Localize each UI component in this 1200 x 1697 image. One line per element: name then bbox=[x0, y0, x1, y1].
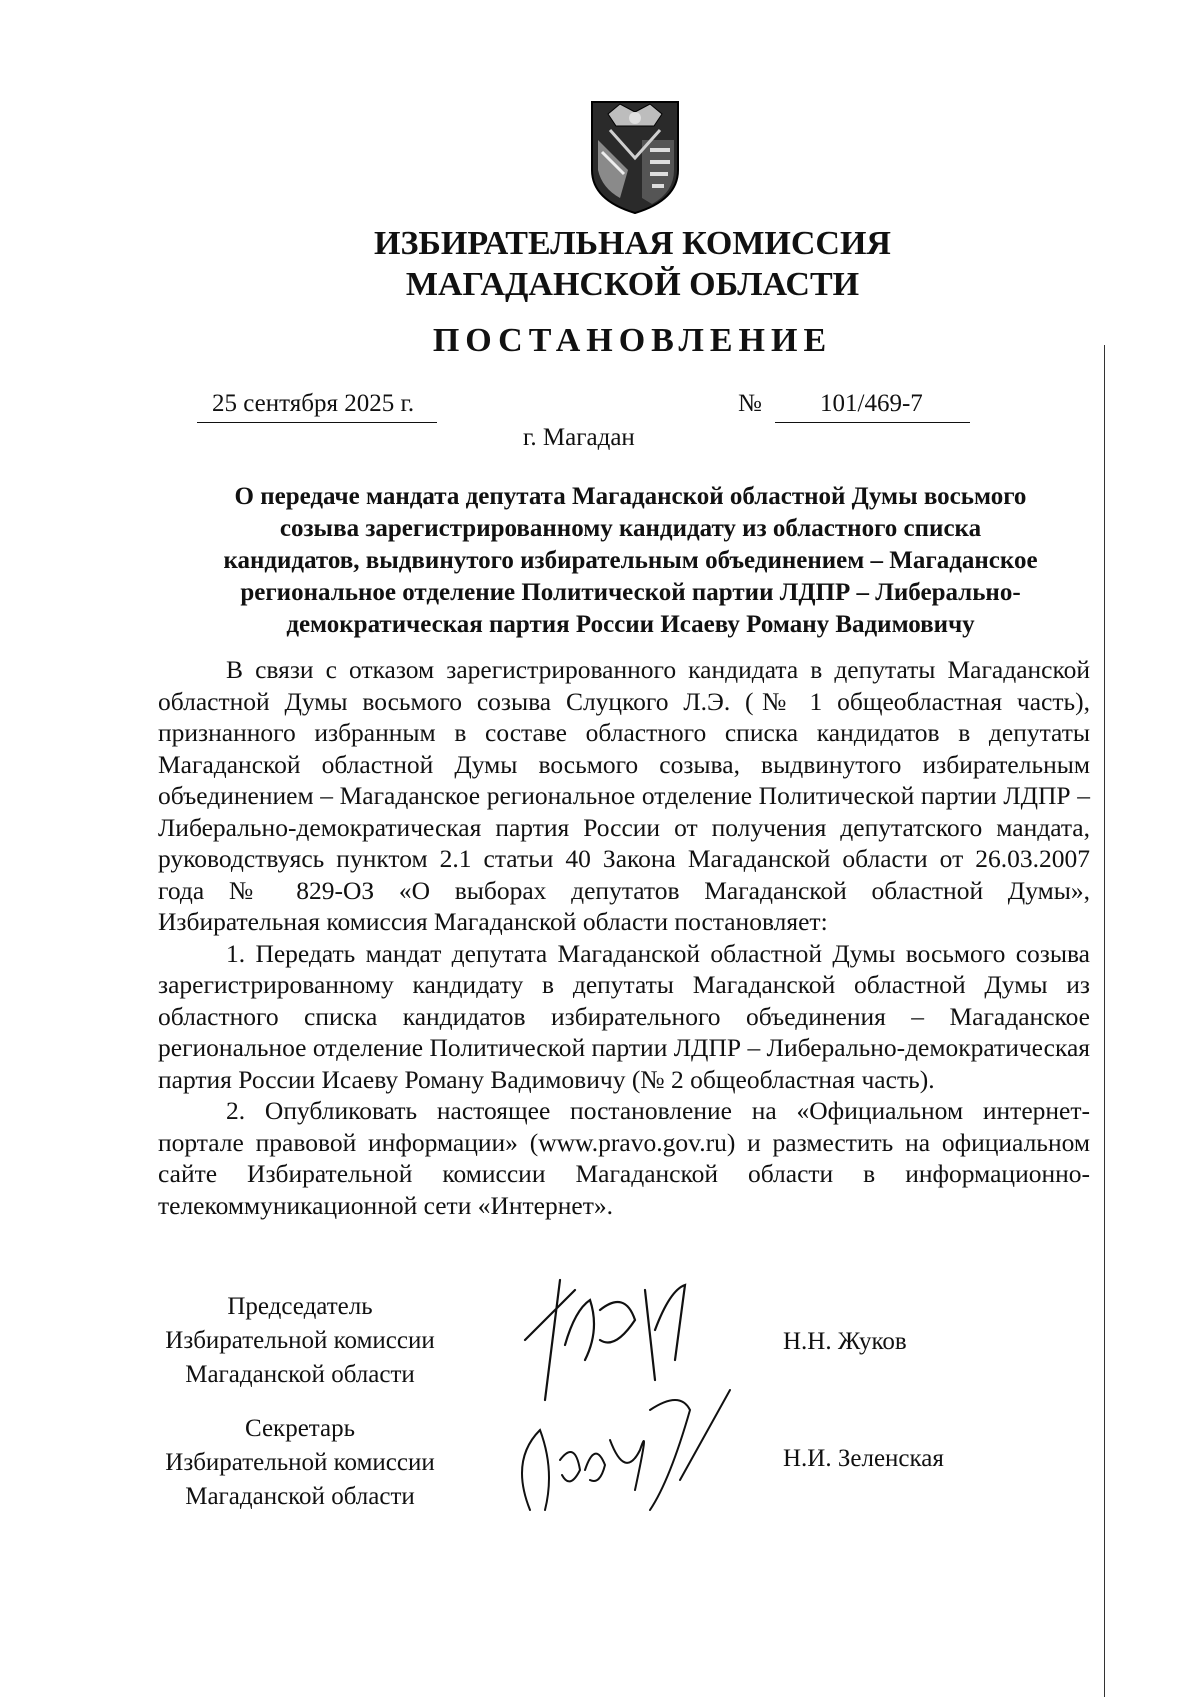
position-line: Избирательной комиссии bbox=[165, 1449, 435, 1476]
document-title bbox=[178, 481, 1083, 641]
magadan-region-coat-of-arms-icon bbox=[590, 100, 680, 215]
org-name-line2: МАГАДАНСКОЙ ОБЛАСТИ bbox=[405, 266, 860, 303]
chairman-name: Н.Н. Жуков bbox=[783, 1328, 907, 1355]
resolution-item-1: 1. Передать мандат депутата Магаданской областной Думы восьмого созыва зарегистрированному кандидату в депутаты Магаданской областной Думы из областного списка кандидатов избирательного объединения – Магаданское региональное отделение Политической партии ЛДПР – Либерально-демократическая партия России Исаеву Роману Вадимовичу (№ 2 общеобластная часть). bbox=[158, 938, 1090, 1094]
chairman-position bbox=[135, 1290, 465, 1392]
position-line: Секретарь bbox=[244, 1415, 356, 1442]
org-name-line1: ИЗБИРАТЕЛЬНАЯ КОМИССИЯ bbox=[374, 225, 891, 262]
position-line: Председатель bbox=[227, 1293, 373, 1320]
title-line: демократическая партия России Исаеву Роману Вадимовичу bbox=[286, 611, 975, 638]
number-label: № bbox=[738, 390, 762, 417]
title-line: созыва зарегистрированному кандидату из областного списка bbox=[279, 515, 982, 542]
date-underline bbox=[197, 422, 437, 423]
title-line: региональное отделение Политической партии ЛДПР – Либерально- bbox=[240, 579, 1021, 606]
secretary-signature bbox=[500, 1380, 740, 1530]
secretary-name: Н.И. Зеленская bbox=[783, 1445, 944, 1472]
title-line: кандидатов, выдвинутого избирательным объединением – Магаданское bbox=[223, 547, 1038, 574]
title-line: О передаче мандата депутата Магаданской областной Думы восьмого bbox=[234, 483, 1027, 510]
document-type: ПОСТАНОВЛЕНИЕ bbox=[432, 322, 833, 359]
position-line: Магаданской области bbox=[185, 1361, 415, 1388]
preamble-paragraph: В связи с отказом зарегистрированного кандидата в депутаты Магаданской областной Думы восьмого созыва Слуцкого Л.Э. (№ 1 общеобластная часть), признанного избранным в составе областного списка кандидатов в депутаты Магаданской областной Думы восьмого созыва, выдвинутого избирательным объединением – Магаданское региональное отделение Политической партии ЛДПР – Либерально-демократическая партия России от получения депутатского мандата, руководствуясь пунктом 2.1 статьи 40 Закона Магаданской области от 26.03.2007 года № 829-ОЗ «О выборах депутатов Магаданской областной Думы», Избирательная комиссия Магаданской области постановляет: bbox=[158, 655, 1090, 936]
document-date: 25 сентября 2025 г. bbox=[212, 390, 415, 417]
position-line: Избирательной комиссии bbox=[165, 1327, 435, 1354]
scan-edge-line bbox=[1104, 345, 1105, 1697]
document-city: г. Магадан bbox=[523, 424, 635, 451]
resolution-item-2: 2. Опубликовать настоящее постановление на «Официальном интернет-портале правовой информации» (www.pravo.gov.ru) и разместить на официальном сайте Избирательной комиссии Магаданской области в информационно-телекоммуникационной сети «Интернет». bbox=[158, 1096, 1090, 1220]
secretary-position bbox=[135, 1412, 465, 1514]
document-number: 101/469-7 bbox=[820, 390, 923, 417]
document-body bbox=[158, 654, 1090, 1221]
number-underline bbox=[775, 422, 970, 423]
position-line: Магаданской области bbox=[185, 1483, 415, 1510]
